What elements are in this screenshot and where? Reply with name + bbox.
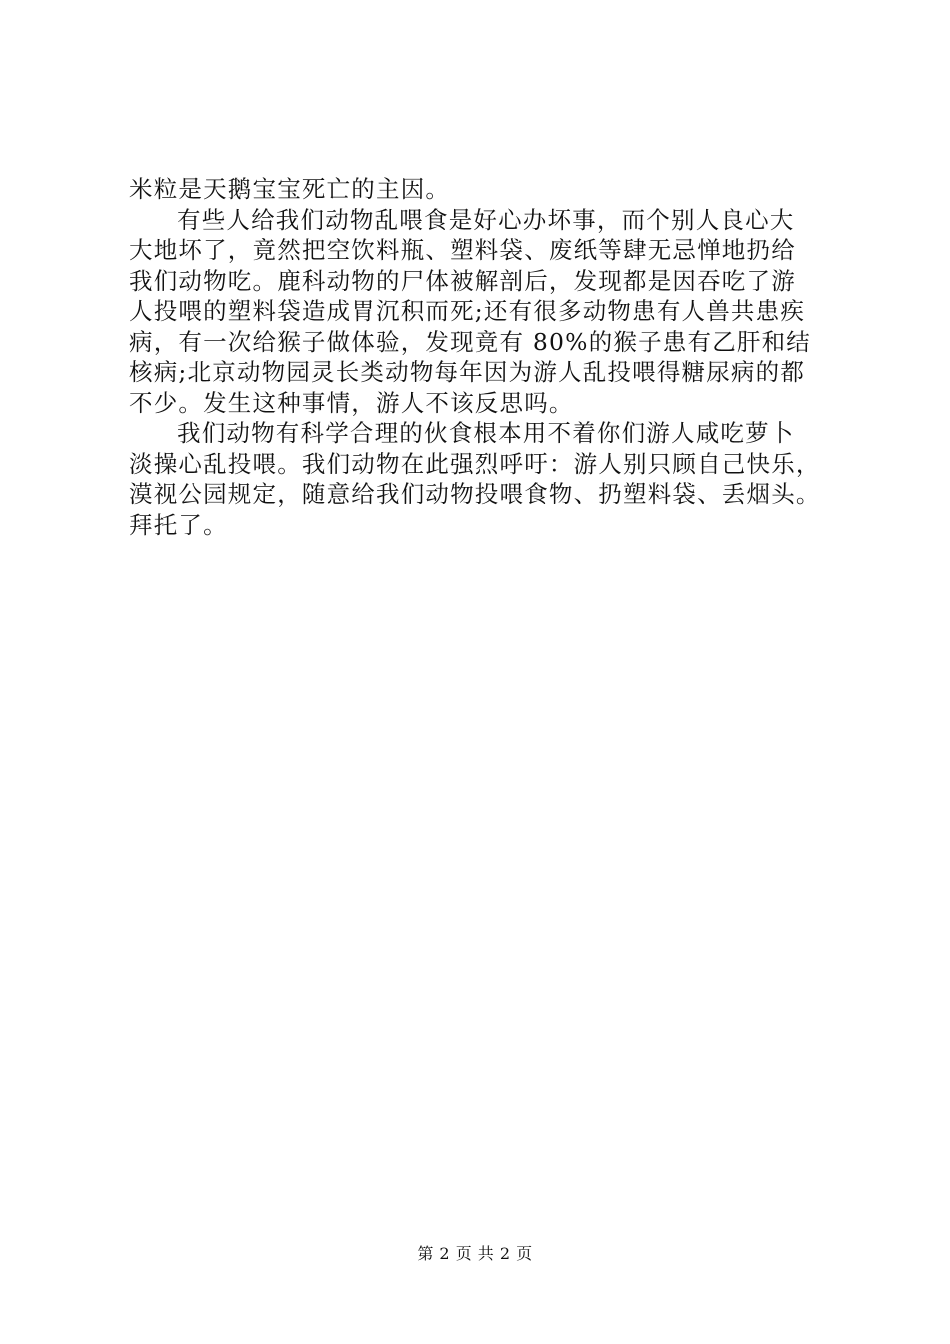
text-line: 漠视公园规定，随意给我们动物投喂食物、扔塑料袋、丢烟头。 xyxy=(129,480,821,508)
text-line: 拜托了。 xyxy=(129,510,228,539)
text-line: 大地坏了，竟然把空饮料瓶、塑料袋、废纸等肆无忌惮地扔给 xyxy=(129,236,796,264)
text-line: 病，有一次给猴子做体验，发现竟有 80%的猴子患有乙肝和结 xyxy=(129,327,812,356)
text-line: 核病;北京动物园灵长类动物每年因为游人乱投喂得糖尿病的都 xyxy=(129,358,806,386)
page-number-label: 第 2 页 共 2 页 xyxy=(417,1244,533,1263)
document-body xyxy=(129,174,859,540)
text-line: 有些人给我们动物乱喂食是好心办坏事，而个别人良心大 xyxy=(177,205,795,234)
text-line: 人投喂的塑料袋造成胃沉积而死;还有很多动物患有人兽共患疾 xyxy=(129,297,806,325)
text-line: 我们动物有科学合理的伙食根本用不着你们游人咸吃萝卜 xyxy=(177,419,795,447)
text-line: 米粒是天鹅宝宝死亡的主因。 xyxy=(129,175,451,203)
text-line: 我们动物吃。鹿科动物的尸体被解剖后，发现都是因吞吃了游 xyxy=(129,266,796,295)
text-line: 不少。发生这种事情，游人不该反思吗。 xyxy=(129,388,574,417)
page-footer xyxy=(0,1244,950,1264)
text-line: 淡操心乱投喂。我们动物在此强烈呼吁：游人别只顾自己快乐， xyxy=(129,449,821,478)
